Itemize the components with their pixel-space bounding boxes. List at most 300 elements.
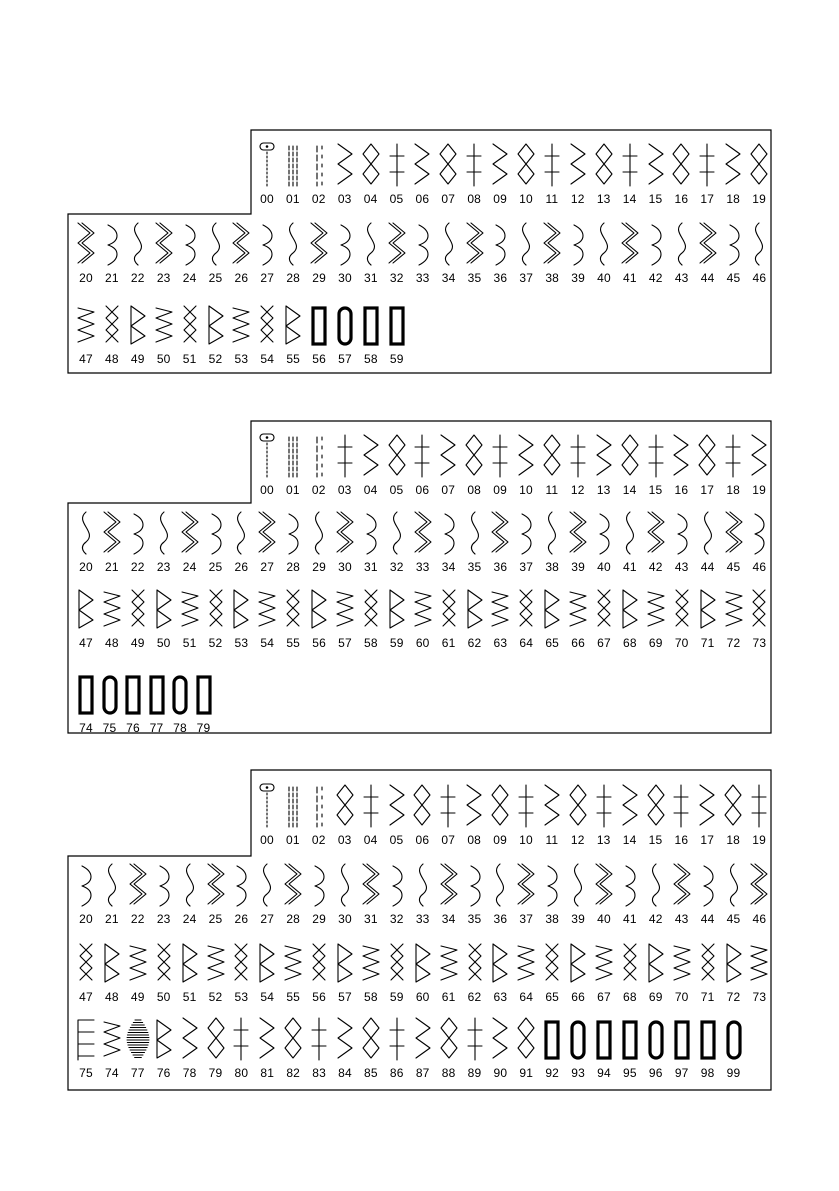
stitch-number: 25 xyxy=(208,560,223,574)
stitch-pattern-icon xyxy=(670,1016,694,1060)
stitch-pattern-icon xyxy=(721,783,745,827)
stitch-pattern-icon xyxy=(695,433,719,477)
stitch-number: 87 xyxy=(415,1066,430,1080)
stitch-pattern-icon xyxy=(411,862,435,906)
stitch-pattern-icon xyxy=(100,940,124,984)
stitch-number: 14 xyxy=(622,192,637,206)
stitch-pattern-icon xyxy=(204,586,228,630)
stitch-pattern-icon xyxy=(152,1016,176,1060)
stitch-pattern-icon xyxy=(359,433,383,477)
stitch-pattern-icon xyxy=(204,510,228,554)
stitch-number: 11 xyxy=(545,192,559,206)
stitch-pattern-icon xyxy=(74,671,98,715)
stitch-pattern-icon xyxy=(437,221,461,265)
stitch-number: 08 xyxy=(467,192,482,206)
stitch-pattern-icon xyxy=(670,862,694,906)
stitch-number: 38 xyxy=(545,912,560,926)
stitch-pattern-icon xyxy=(74,1016,98,1060)
stitch-number: 01 xyxy=(286,833,300,847)
stitch-pattern-icon xyxy=(463,586,487,630)
stitch-number: 45 xyxy=(726,560,741,574)
stitch-number: 09 xyxy=(493,192,507,206)
stitch-pattern-icon xyxy=(178,221,202,265)
stitch-number: 03 xyxy=(337,833,352,847)
stitch-number: 12 xyxy=(570,192,585,206)
stitch-pattern-icon xyxy=(618,221,642,265)
stitch-pattern-icon xyxy=(255,142,279,186)
stitch-pattern-icon xyxy=(618,783,642,827)
stitch-pattern-icon xyxy=(359,302,383,346)
stitch-number: 41 xyxy=(623,560,637,574)
stitch-number: 26 xyxy=(234,271,249,285)
stitch-number: 62 xyxy=(467,990,482,1004)
stitch-number: 47 xyxy=(79,352,93,366)
stitch-pattern-icon xyxy=(100,1016,124,1060)
stitch-number: 73 xyxy=(752,636,767,650)
stitch-number: 72 xyxy=(726,636,741,650)
stitch-number: 18 xyxy=(726,483,741,497)
stitch-number: 00 xyxy=(260,192,274,206)
stitch-number: 27 xyxy=(260,912,275,926)
stitch-pattern-icon xyxy=(437,940,461,984)
stitch-number: 56 xyxy=(312,636,326,650)
stitch-pattern-icon xyxy=(722,862,746,906)
stitch-number: 02 xyxy=(311,192,326,206)
stitch-number: 74 xyxy=(79,721,93,735)
stitch-pattern-icon xyxy=(74,862,98,906)
stitch-pattern-icon xyxy=(670,940,694,984)
stitch-pattern-icon xyxy=(307,510,331,554)
stitch-number: 00 xyxy=(260,833,274,847)
stitch-number: 48 xyxy=(105,636,119,650)
stitch-pattern-icon xyxy=(722,940,746,984)
stitch-pattern-icon xyxy=(359,221,383,265)
stitch-pattern-icon xyxy=(437,862,461,906)
stitch-number: 53 xyxy=(234,352,249,366)
stitch-pattern-icon xyxy=(307,221,331,265)
stitch-pattern-icon xyxy=(255,783,279,827)
stitch-pattern-icon xyxy=(255,510,279,554)
stitch-number: 38 xyxy=(545,271,560,285)
stitch-pattern-icon xyxy=(74,302,98,346)
stitch-pattern-icon xyxy=(121,671,145,715)
stitch-pattern-icon xyxy=(540,783,564,827)
stitch-number: 11 xyxy=(545,483,559,497)
stitch-number: 70 xyxy=(674,636,689,650)
stitch-pattern-icon xyxy=(463,940,487,984)
stitch-number: 13 xyxy=(596,833,611,847)
stitch-pattern-icon xyxy=(74,940,98,984)
stitch-number: 59 xyxy=(389,352,404,366)
stitch-number: 51 xyxy=(182,990,197,1004)
stitch-number: 21 xyxy=(105,271,119,285)
stitch-pattern-icon xyxy=(436,783,460,827)
stitch-number: 54 xyxy=(260,352,275,366)
stitch-pattern-icon xyxy=(618,142,642,186)
stitch-number: 39 xyxy=(571,560,585,574)
stitch-pattern-icon xyxy=(126,302,150,346)
stitch-number: 10 xyxy=(519,833,533,847)
stitch-pattern-icon xyxy=(385,510,409,554)
stitch-pattern-icon xyxy=(178,862,202,906)
stitch-pattern-icon xyxy=(644,510,668,554)
stitch-number: 32 xyxy=(389,912,404,926)
stitch-number: 81 xyxy=(260,1066,275,1080)
stitch-pattern-icon xyxy=(463,221,487,265)
stitch-number: 05 xyxy=(389,192,404,206)
stitch-number: 80 xyxy=(234,1066,249,1080)
stitch-pattern-icon xyxy=(307,302,331,346)
stitch-pattern-icon xyxy=(168,671,192,715)
stitch-pattern-icon xyxy=(722,510,746,554)
stitch-number: 96 xyxy=(648,1066,663,1080)
stitch-number: 55 xyxy=(286,990,301,1004)
stitch-pattern-icon xyxy=(618,433,642,477)
stitch-pattern-icon xyxy=(514,940,538,984)
stitch-number: 92 xyxy=(545,1066,560,1080)
stitch-number: 15 xyxy=(648,833,663,847)
stitch-number: 77 xyxy=(130,1066,145,1080)
stitch-pattern-icon xyxy=(74,510,98,554)
stitch-pattern-icon xyxy=(592,862,616,906)
stitch-number: 70 xyxy=(674,990,689,1004)
stitch-number: 39 xyxy=(571,912,585,926)
stitch-number: 79 xyxy=(208,1066,223,1080)
stitch-pattern-icon xyxy=(126,862,150,906)
stitch-pattern-icon xyxy=(514,221,538,265)
stitch-pattern-icon xyxy=(281,510,305,554)
stitch-pattern-icon xyxy=(488,940,512,984)
stitch-number: 44 xyxy=(700,560,715,574)
stitch-cell xyxy=(191,669,217,737)
stitch-number: 09 xyxy=(493,833,507,847)
stitch-number: 17 xyxy=(700,483,715,497)
stitch-number: 65 xyxy=(545,636,560,650)
stitch-pattern-icon xyxy=(644,862,668,906)
stitch-pattern-icon xyxy=(566,783,590,827)
stitch-number: 22 xyxy=(130,560,145,574)
stitch-number: 37 xyxy=(519,271,534,285)
stitch-pattern-icon xyxy=(618,1016,642,1060)
stitch-number: 37 xyxy=(519,560,534,574)
stitch-pattern-icon xyxy=(307,940,331,984)
stitch-pattern-icon xyxy=(721,142,745,186)
stitch-number: 78 xyxy=(173,721,187,735)
stitch-number: 71 xyxy=(700,636,715,650)
stitch-number: 85 xyxy=(364,1066,378,1080)
stitch-pattern-icon xyxy=(126,586,150,630)
stitch-pattern-icon xyxy=(669,142,693,186)
stitch-pattern-icon xyxy=(281,783,305,827)
stitch-pattern-icon xyxy=(514,586,538,630)
stitch-number: 02 xyxy=(311,833,326,847)
stitch-pattern-icon xyxy=(333,302,357,346)
stitch-pattern-icon xyxy=(152,940,176,984)
stitch-number: 55 xyxy=(286,636,301,650)
stitch-pattern-icon xyxy=(281,142,305,186)
stitch-number: 50 xyxy=(156,990,171,1004)
stitch-pattern-icon xyxy=(359,586,383,630)
stitch-number: 31 xyxy=(364,912,378,926)
stitch-number: 08 xyxy=(467,833,482,847)
stitch-number: 86 xyxy=(389,1066,404,1080)
stitch-pattern-icon xyxy=(333,1016,357,1060)
stitch-pattern-icon xyxy=(359,142,383,186)
stitch-pattern-icon xyxy=(255,433,279,477)
stitch-pattern-icon xyxy=(178,510,202,554)
stitch-number: 07 xyxy=(441,483,456,497)
stitch-pattern-icon xyxy=(514,1016,538,1060)
stitch-number: 08 xyxy=(467,483,482,497)
stitch-number: 57 xyxy=(338,352,352,366)
stitch-pattern-icon xyxy=(333,433,357,477)
stitch-pattern-icon xyxy=(204,302,228,346)
stitch-pattern-icon xyxy=(100,586,124,630)
stitch-number: 15 xyxy=(648,483,663,497)
stitch-pattern-icon xyxy=(592,510,616,554)
stitch-number: 41 xyxy=(623,912,637,926)
stitch-number: 30 xyxy=(338,912,352,926)
stitch-pattern-icon xyxy=(359,862,383,906)
stitch-number: 21 xyxy=(105,912,119,926)
stitch-number: 42 xyxy=(648,560,663,574)
stitch-pattern-icon xyxy=(540,510,564,554)
stitch-pattern-icon xyxy=(126,510,150,554)
stitch-number: 43 xyxy=(674,271,689,285)
stitch-number: 49 xyxy=(130,990,145,1004)
stitch-pattern-icon xyxy=(411,510,435,554)
stitch-number: 25 xyxy=(208,271,223,285)
stitch-number: 57 xyxy=(338,990,352,1004)
stitch-pattern-icon xyxy=(696,862,720,906)
stitch-number: 62 xyxy=(467,636,482,650)
stitch-number: 48 xyxy=(105,352,119,366)
stitch-number: 35 xyxy=(467,560,482,574)
stitch-number: 30 xyxy=(338,560,352,574)
stitch-number: 90 xyxy=(493,1066,508,1080)
stitch-pattern-icon xyxy=(644,940,668,984)
stitch-pattern-icon xyxy=(255,302,279,346)
stitch-pattern-icon xyxy=(696,510,720,554)
stitch-number: 14 xyxy=(622,833,637,847)
stitch-number: 41 xyxy=(623,271,637,285)
stitch-number: 56 xyxy=(312,990,326,1004)
stitch-pattern-icon xyxy=(644,221,668,265)
stitch-pattern-icon xyxy=(463,510,487,554)
stitch-number: 46 xyxy=(752,912,767,926)
stitch-pattern-icon xyxy=(540,433,564,477)
stitch-number: 23 xyxy=(156,560,171,574)
stitch-cell xyxy=(746,508,772,576)
stitch-pattern-icon xyxy=(229,862,253,906)
stitch-number: 95 xyxy=(623,1066,637,1080)
stitch-pattern-icon xyxy=(514,142,538,186)
stitch-number: 34 xyxy=(441,560,456,574)
stitch-pattern-icon xyxy=(722,1016,746,1060)
stitch-number: 73 xyxy=(752,990,767,1004)
stitch-number: 07 xyxy=(441,192,456,206)
stitch-number: 30 xyxy=(338,271,352,285)
stitch-pattern-icon xyxy=(281,1016,305,1060)
stitch-number: 52 xyxy=(208,352,223,366)
stitch-pattern-icon xyxy=(255,862,279,906)
stitch-pattern-icon xyxy=(255,1016,279,1060)
stitch-number: 43 xyxy=(674,560,689,574)
stitch-pattern-icon xyxy=(229,221,253,265)
stitch-number: 24 xyxy=(182,912,197,926)
stitch-number: 11 xyxy=(545,833,559,847)
stitch-number: 61 xyxy=(441,990,456,1004)
stitch-number: 42 xyxy=(648,271,663,285)
stitch-number: 32 xyxy=(389,271,404,285)
stitch-pattern-icon xyxy=(192,671,216,715)
stitch-number: 83 xyxy=(312,1066,326,1080)
stitch-number: 39 xyxy=(571,271,585,285)
stitch-number: 04 xyxy=(363,192,378,206)
stitch-number: 68 xyxy=(623,636,637,650)
stitch-number: 94 xyxy=(597,1066,611,1080)
stitch-number: 12 xyxy=(570,833,585,847)
stitch-pattern-icon xyxy=(359,783,383,827)
stitch-number: 59 xyxy=(389,990,404,1004)
stitch-number: 29 xyxy=(312,271,326,285)
stitch-pattern-icon xyxy=(385,586,409,630)
stitch-pattern-icon xyxy=(488,586,512,630)
stitch-number: 66 xyxy=(571,636,585,650)
stitch-number: 26 xyxy=(234,912,249,926)
stitch-pattern-icon xyxy=(592,586,616,630)
stitch-number: 50 xyxy=(156,636,171,650)
stitch-number: 61 xyxy=(441,636,456,650)
stitch-pattern-icon xyxy=(281,586,305,630)
stitch-number: 24 xyxy=(182,271,197,285)
stitch-number: 63 xyxy=(493,990,508,1004)
stitch-number: 33 xyxy=(415,271,430,285)
stitch-number: 76 xyxy=(126,721,140,735)
stitch-number: 01 xyxy=(286,192,300,206)
stitch-pattern-icon xyxy=(436,142,460,186)
stitch-number: 31 xyxy=(364,271,378,285)
stitch-number: 45 xyxy=(726,271,741,285)
stitch-pattern-icon xyxy=(462,433,486,477)
stitch-number: 29 xyxy=(312,560,326,574)
stitch-pattern-icon xyxy=(462,783,486,827)
stitch-number: 65 xyxy=(545,990,560,1004)
stitch-pattern-icon xyxy=(669,783,693,827)
stitch-pattern-icon xyxy=(333,142,357,186)
stitch-number: 42 xyxy=(648,912,663,926)
stitch-number: 03 xyxy=(337,192,352,206)
stitch-pattern-icon xyxy=(255,940,279,984)
stitch-pattern-icon xyxy=(566,142,590,186)
stitch-pattern-icon xyxy=(100,862,124,906)
stitch-number: 72 xyxy=(726,990,741,1004)
stitch-pattern-icon xyxy=(281,433,305,477)
stitch-pattern-icon xyxy=(644,142,668,186)
stitch-pattern-icon xyxy=(644,586,668,630)
stitch-number: 35 xyxy=(467,912,482,926)
stitch-pattern-icon xyxy=(644,433,668,477)
stitch-pattern-icon xyxy=(385,1016,409,1060)
stitch-pattern-icon xyxy=(747,433,771,477)
stitch-pattern-icon xyxy=(721,433,745,477)
stitch-pattern-icon xyxy=(437,586,461,630)
stitch-pattern-icon xyxy=(307,1016,331,1060)
stitch-number: 52 xyxy=(208,990,223,1004)
stitch-pattern-icon xyxy=(747,783,771,827)
stitch-pattern-icon xyxy=(410,783,434,827)
stitch-number: 58 xyxy=(364,352,378,366)
stitch-pattern-icon xyxy=(281,302,305,346)
stitch-number: 40 xyxy=(597,912,611,926)
stitch-number: 23 xyxy=(156,912,171,926)
stitch-pattern-icon xyxy=(204,1016,228,1060)
stitch-number: 40 xyxy=(597,560,611,574)
stitch-number: 93 xyxy=(571,1066,585,1080)
stitch-pattern-icon xyxy=(307,586,331,630)
stitch-number: 67 xyxy=(597,636,611,650)
stitch-number: 69 xyxy=(648,990,663,1004)
stitch-pattern-icon xyxy=(644,783,668,827)
stitch-number: 71 xyxy=(700,990,715,1004)
stitch-number: 46 xyxy=(752,271,767,285)
stitch-pattern-icon xyxy=(488,783,512,827)
stitch-number: 19 xyxy=(752,192,766,206)
stitch-pattern-icon xyxy=(437,1016,461,1060)
stitch-pattern-icon xyxy=(747,586,771,630)
stitch-number: 58 xyxy=(364,990,378,1004)
stitch-number: 04 xyxy=(363,483,378,497)
stitch-pattern-icon xyxy=(98,671,122,715)
stitch-number: 13 xyxy=(596,192,611,206)
stitch-number: 01 xyxy=(286,483,300,497)
stitch-number: 28 xyxy=(286,271,301,285)
stitch-pattern-icon xyxy=(488,221,512,265)
stitch-pattern-icon xyxy=(670,221,694,265)
stitch-pattern-icon xyxy=(178,302,202,346)
stitch-number: 44 xyxy=(700,271,715,285)
stitch-pattern-icon xyxy=(229,586,253,630)
stitch-cell xyxy=(746,938,772,1006)
stitch-number: 58 xyxy=(364,636,378,650)
stitch-number: 14 xyxy=(622,483,637,497)
stitch-number: 35 xyxy=(467,271,482,285)
stitch-number: 54 xyxy=(260,636,275,650)
stitch-number: 43 xyxy=(674,912,689,926)
stitch-pattern-icon xyxy=(540,586,564,630)
stitch-number: 64 xyxy=(519,990,534,1004)
stitch-pattern-icon xyxy=(618,862,642,906)
stitch-number: 02 xyxy=(311,483,326,497)
stitch-number: 16 xyxy=(674,483,689,497)
stitch-number: 64 xyxy=(519,636,534,650)
stitch-pattern-icon xyxy=(229,302,253,346)
stitch-number: 53 xyxy=(234,990,249,1004)
stitch-pattern-icon xyxy=(152,302,176,346)
stitch-number: 66 xyxy=(571,990,585,1004)
stitch-pattern-icon xyxy=(255,221,279,265)
stitch-pattern-icon xyxy=(695,142,719,186)
stitch-number: 34 xyxy=(441,912,456,926)
stitch-pattern-icon xyxy=(100,302,124,346)
stitch-cell xyxy=(746,781,772,849)
stitch-number: 63 xyxy=(493,636,508,650)
stitch-number: 10 xyxy=(519,192,533,206)
stitch-pattern-icon xyxy=(592,1016,616,1060)
stitch-number: 89 xyxy=(467,1066,482,1080)
stitch-number: 74 xyxy=(105,1066,119,1080)
stitch-pattern-icon xyxy=(463,862,487,906)
